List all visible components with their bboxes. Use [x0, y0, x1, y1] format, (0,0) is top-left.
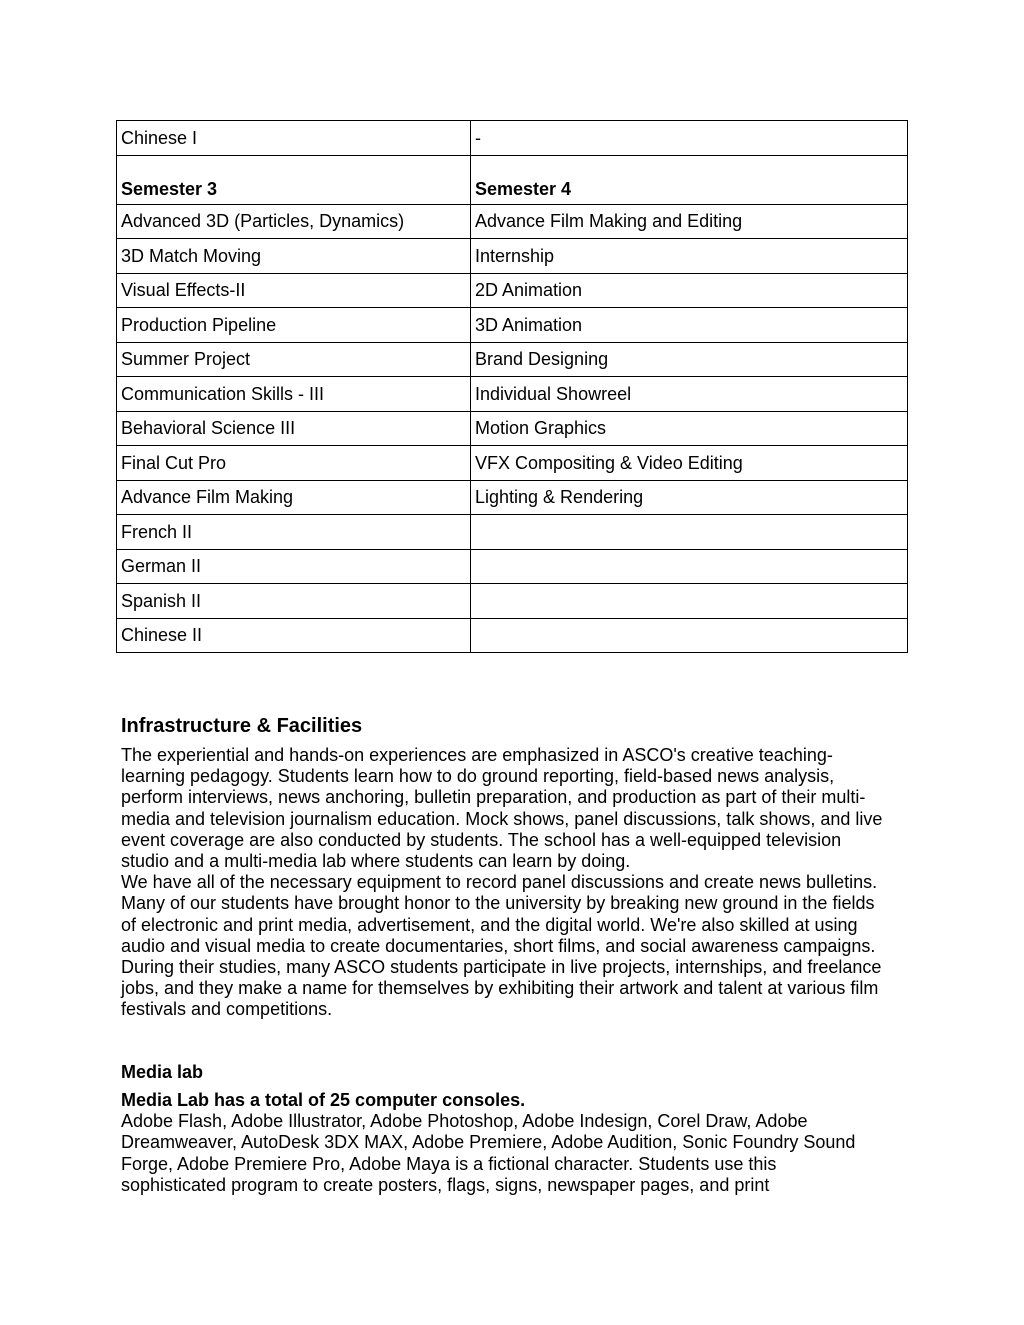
table-row	[117, 584, 908, 619]
table-cell-left: French II	[117, 515, 471, 550]
table-cell-left: Summer Project	[117, 342, 471, 377]
text-line: Dreamweaver, AutoDesk 3DX MAX, Adobe Premiere, Adobe Audition, Sonic Foundry Sound	[121, 1132, 856, 1153]
table-row	[117, 480, 908, 515]
table-cell-left: Communication Skills - III	[117, 377, 471, 412]
text-line: studio and a multi-media lab where students can learn by doing.	[121, 851, 631, 872]
text-line: The experiential and hands-on experiences are emphasized in ASCO's creative teaching-	[121, 745, 833, 765]
media-lab-subheading: Media Lab has a total of 25 computer consoles.	[121, 1090, 526, 1110]
table-cell-right: 2D Animation	[471, 273, 908, 308]
infrastructure-heading: Infrastructure & Facilities	[121, 715, 363, 737]
table-row	[117, 377, 908, 412]
table-cell-left: Visual Effects-II	[117, 273, 471, 308]
table-cell-left: Chinese I	[117, 121, 471, 156]
table-cell-left: Behavioral Science III	[117, 411, 471, 446]
text-line: learning pedagogy. Students learn how to do ground reporting, field-based news analysis,	[121, 766, 835, 787]
text-line: sophisticated program to create posters, flags, signs, newspaper pages, and print	[121, 1174, 770, 1195]
table-cell-left: Final Cut Pro	[117, 446, 471, 481]
table-row	[117, 618, 908, 653]
table-cell-left: Spanish II	[117, 584, 471, 619]
table-row	[117, 239, 908, 274]
text-line: Many of our students have brought honor to the university by breaking new ground in the fields	[121, 893, 875, 914]
text-line: Adobe Flash, Adobe Illustrator, Adobe Photoshop, Adobe Indesign, Corel Draw, Adobe	[121, 1111, 808, 1132]
table-cell-right	[471, 584, 908, 619]
table-row	[117, 446, 908, 481]
table-cell-right	[471, 549, 908, 584]
table-cell-left: Advance Film Making	[117, 480, 471, 515]
table-row	[117, 515, 908, 550]
table-cell-right: 3D Animation	[471, 308, 908, 343]
text-line: jobs, and they make a name for themselves by exhibiting their artwork and talent at various film	[121, 978, 879, 999]
table-cell-left: German II	[117, 549, 471, 584]
text-line: Forge, Adobe Premiere Pro, Adobe Maya is a fictional character. Students use this	[121, 1153, 777, 1174]
text-line: We have all of the necessary equipment to record panel discussions and create news bulletins.	[121, 872, 878, 893]
text-line: audio and visual media to create documentaries, short films, and social awareness campaigns.	[121, 935, 876, 956]
table-header-row	[117, 155, 908, 204]
table-cell-right: -	[471, 121, 908, 156]
table-row	[117, 121, 908, 156]
table-cell-right: Brand Designing	[471, 342, 908, 377]
table-cell-right: Advance Film Making and Editing	[471, 204, 908, 239]
table-row	[117, 308, 908, 343]
table-cell-left: Chinese II	[117, 618, 471, 653]
table-cell-right: Individual Showreel	[471, 377, 908, 412]
media-lab-paragraph	[121, 1111, 911, 1196]
text-line: event coverage are also conducted by students. The school has a well-equipped television	[121, 829, 842, 850]
text-line: media and television journalism education. Mock shows, panel discussions, talk shows, and live	[121, 808, 883, 829]
table-row	[117, 273, 908, 308]
text-line: of electronic and print media, advertisement, and the digital world. We're also skilled at using	[121, 914, 858, 935]
table-row	[117, 411, 908, 446]
table-cell-right: VFX Compositing & Video Editing	[471, 446, 908, 481]
table-cell-left: 3D Match Moving	[117, 239, 471, 274]
table-cell-right: Internship	[471, 239, 908, 274]
table-row	[117, 342, 908, 377]
media-lab-heading: Media lab	[121, 1062, 204, 1082]
infrastructure-paragraph	[121, 745, 911, 1021]
table-row	[117, 549, 908, 584]
table-cell-right: Lighting & Rendering	[471, 480, 908, 515]
media-lab-section	[121, 1090, 911, 1196]
table-row	[117, 204, 908, 239]
table-cell-right	[471, 618, 908, 653]
course-table	[116, 120, 908, 653]
table-cell-right: Motion Graphics	[471, 411, 908, 446]
table-cell-right	[471, 515, 908, 550]
text-line: During their studies, many ASCO students participate in live projects, internships, and freelance	[121, 957, 882, 978]
text-line: festivals and competitions.	[121, 999, 333, 1020]
text-line: perform interviews, news anchoring, bulletin preparation, and production as part of their multi-	[121, 787, 866, 808]
table-cell-left: Semester 3	[117, 155, 471, 204]
table-cell-left: Advanced 3D (Particles, Dynamics)	[117, 204, 471, 239]
table-cell-right: Semester 4	[471, 155, 908, 204]
table-cell-left: Production Pipeline	[117, 308, 471, 343]
